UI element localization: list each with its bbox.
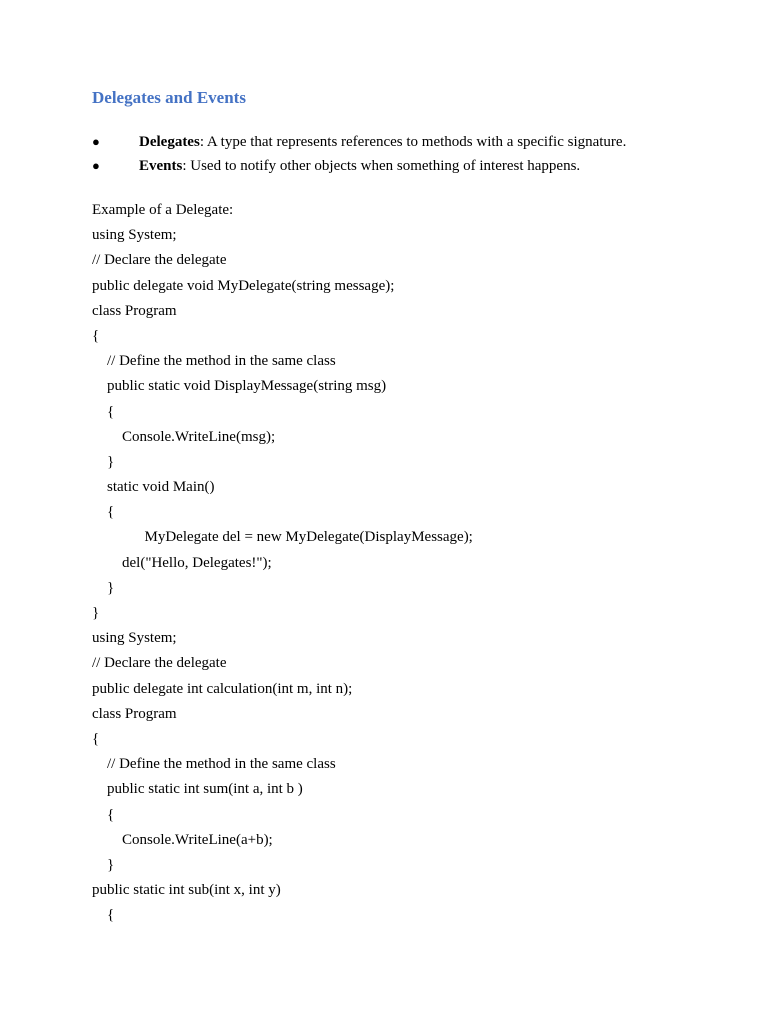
code-line: public static void DisplayMessage(string msg) [92,378,387,395]
code-line: } [92,453,115,470]
definition-term: Delegates [139,134,200,150]
definition-description: : A type that represents references to methods with a specific signature. [199,134,627,150]
definition-text [139,156,580,176]
code-line: { [92,907,115,924]
code-line: MyDelegate del = new MyDelegate(DisplayMessage); [92,529,473,546]
code-line: Example of a Delegate: [92,202,234,218]
code-line: static void Main() [92,479,215,496]
code-line: { [92,806,115,823]
code-line: // Define the method in the same class [92,756,336,773]
code-line: // Define the method in the same class [92,353,336,370]
bullet-icon: ● [92,158,100,173]
code-line: { [92,730,100,747]
code-line: } [92,579,115,596]
code-line: Console.WriteLine(msg); [92,428,276,445]
code-line: using System; [92,227,177,244]
code-line: public delegate int calculation(int m, int n); [92,680,353,697]
code-line: } [92,605,100,621]
code-line: class Program [92,302,177,319]
definition-description: : Used to notify other objects when something of interest happens. [182,158,581,174]
code-line: del("Hello, Delegates!"); [92,554,272,571]
code-line: { [92,403,115,420]
code-line: class Program [92,705,177,722]
code-line: public delegate void MyDelegate(string message); [92,277,395,294]
code-line: public static int sub(int x, int y) [92,882,281,899]
code-line: { [92,504,115,521]
code-line: } [92,856,115,873]
definition-term: Events [139,158,183,174]
code-line: public static int sum(int a, int b ) [92,781,303,798]
code-line: using System; [92,630,177,647]
code-line: { [92,327,100,344]
code-example [92,200,473,930]
definition-text [139,132,626,152]
code-line: // Declare the delegate [92,252,227,269]
code-line: // Declare the delegate [92,655,227,672]
section-heading: Delegates and Events [92,88,246,107]
bullet-icon: ● [92,134,100,149]
code-line: Console.WriteLine(a+b); [92,831,273,848]
